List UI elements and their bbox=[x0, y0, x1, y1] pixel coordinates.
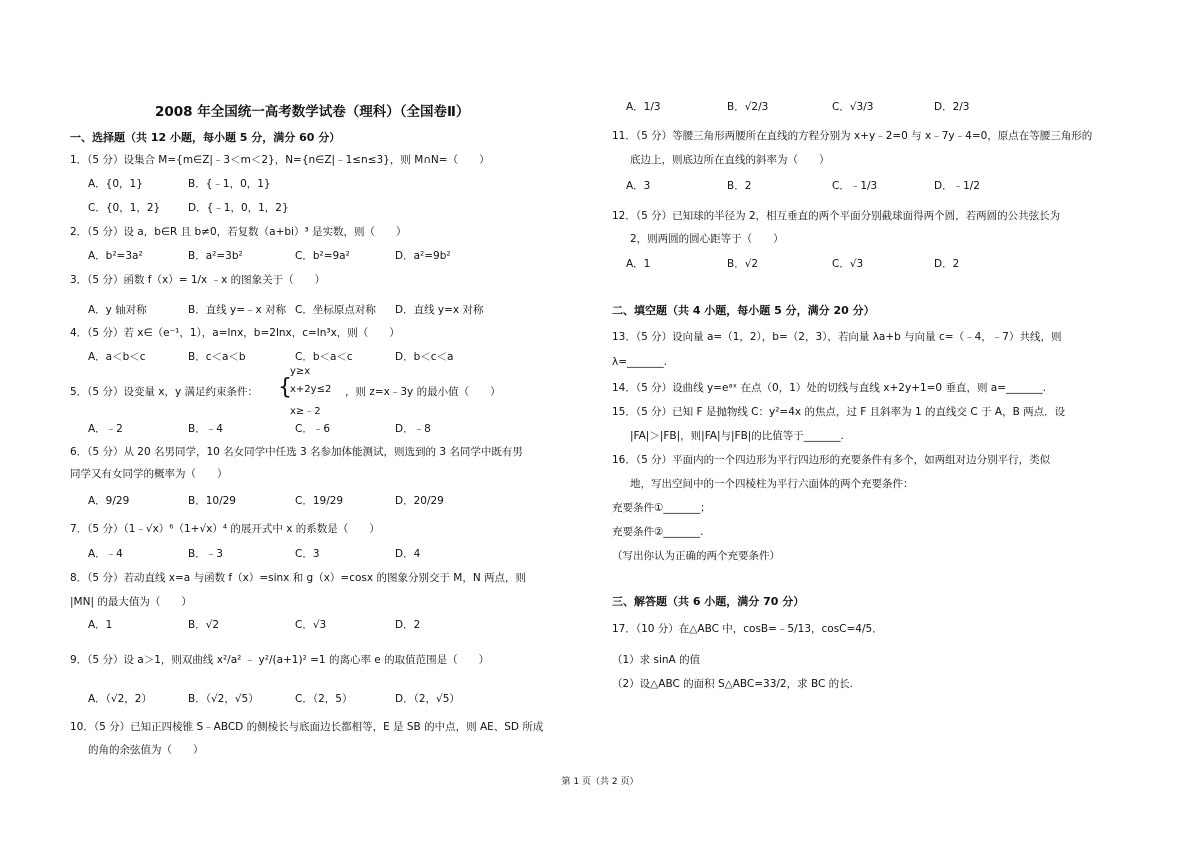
q8-option-d: D．2 bbox=[395, 619, 421, 631]
q15-stem-line1: 15．（5 分）已知 F 是抛物线 C：y²=4x 的焦点，过 F 且斜率为 1 的直线交 C 于 A，B 两点．设 bbox=[612, 406, 1066, 418]
q12-stem-line1: 12．（5 分）已知球的半径为 2，相互垂直的两个平面分别截球面得两个圆，若两圆的公共弦长为 bbox=[612, 210, 1061, 222]
q5-stem: 5．（5 分）设变量 x，y 满足约束条件： bbox=[70, 386, 259, 398]
q15-stem-line2: |FA|＞|FB|，则|FA|与|FB|的比值等于_______. bbox=[630, 430, 844, 442]
q11-stem-line2: 底边上，则底边所在直线的斜率为（ ） bbox=[630, 154, 830, 166]
q6-option-a: A．9/29 bbox=[88, 495, 130, 507]
q7-stem: 7．（5 分）（1﹣√x）⁶（1+√x）⁴ 的展开式中 x 的系数是（ ） bbox=[70, 523, 380, 535]
q12-option-d: D．2 bbox=[934, 258, 960, 270]
section-fill-heading: 二、填空题（共 4 小题，每小题 5 分，满分 20 分） bbox=[612, 304, 875, 317]
section-solve-heading: 三、解答题（共 6 小题，满分 70 分） bbox=[612, 595, 805, 608]
q3-stem: 3．（5 分）函数 f（x）= 1/x ﹣x 的图象关于（ ） bbox=[70, 274, 326, 286]
q3-option-d: D．直线 y=x 对称 bbox=[395, 304, 484, 316]
q7-option-a: A．﹣4 bbox=[88, 548, 123, 560]
q3-option-b: B．直线 y=﹣x 对称 bbox=[188, 304, 287, 316]
q6-stem-line1: 6．（5 分）从 20 名男同学，10 名女同学中任选 3 名参加体能测试，则选到的 3 名同学中既有男 bbox=[70, 446, 523, 458]
q2-option-a: A．b²=3a² bbox=[88, 250, 143, 262]
q5-condition-3: x≥﹣2 bbox=[290, 406, 321, 417]
q6-option-d: D．20/29 bbox=[395, 495, 444, 507]
q4-option-d: D．b＜c＜a bbox=[395, 351, 454, 363]
q12-option-b: B．√2 bbox=[727, 258, 759, 270]
q16-note: （写出你认为正确的两个充要条件） bbox=[612, 550, 780, 562]
q2-option-b: B．a²=3b² bbox=[188, 250, 243, 262]
q17-part-2: （2）设△ABC 的面积 S△ABC=33/2，求 BC 的长. bbox=[612, 678, 853, 690]
q13-stem-line1: 13．（5 分）设向量 a=（1，2），b=（2，3），若向量 λa+b 与向量 c=（﹣4，﹣7）共线，则 bbox=[612, 331, 1062, 343]
q7-option-b: B．﹣3 bbox=[188, 548, 223, 560]
q6-option-c: C．19/29 bbox=[295, 495, 344, 507]
section-choice-heading: 一、选择题（共 12 小题，每小题 5 分，满分 60 分） bbox=[70, 131, 341, 144]
q6-stem-line2: 同学又有女同学的概率为（ ） bbox=[70, 468, 228, 480]
q3-option-c: C．坐标原点对称 bbox=[295, 304, 376, 316]
q10-option-c: C．√3/3 bbox=[832, 101, 874, 113]
q5-option-b: B．﹣4 bbox=[188, 423, 223, 435]
q8-option-b: B．√2 bbox=[188, 619, 220, 631]
paper-title: 2008 年全国统一高考数学试卷（理科）（全国卷Ⅱ） bbox=[155, 104, 470, 120]
q10-stem-line2: 的角的余弦值为（ ） bbox=[88, 744, 204, 756]
q7-option-c: C．3 bbox=[295, 548, 320, 560]
q11-option-a: A．3 bbox=[626, 180, 651, 192]
q12-option-a: A．1 bbox=[626, 258, 651, 270]
q10-stem-line1: 10．（5 分）已知正四棱锥 S﹣ABCD 的侧棱长与底面边长都相等，E 是 SB 的中点，则 AE、SD 所成 bbox=[70, 721, 544, 733]
q12-option-c: C．√3 bbox=[832, 258, 864, 270]
q17-stem: 17．（10 分）在△ABC 中，cosB=﹣5/13，cosC=4/5． bbox=[612, 623, 883, 635]
q11-stem-line1: 11．（5 分）等腰三角形两腰所在直线的方程分别为 x+y﹣2=0 与 x﹣7y﹣4=0，原点在等腰三角形的 bbox=[612, 130, 1093, 142]
q5-option-a: A．﹣2 bbox=[88, 423, 123, 435]
q5-option-d: D．﹣8 bbox=[395, 423, 431, 435]
q1-option-a: A．{0，1} bbox=[88, 178, 143, 190]
q8-stem-line2: |MN| 的最大值为（ ） bbox=[70, 596, 192, 608]
q17-part-1: （1）求 sinA 的值 bbox=[612, 654, 701, 666]
q16-stem-line2: 地，写出空间中的一个四棱柱为平行六面体的两个充要条件： bbox=[630, 478, 914, 490]
q1-stem: 1．（5 分）设集合 M={m∈Z|﹣3＜m＜2}，N={n∈Z|﹣1≤n≤3}，则 M∩N=（ ） bbox=[70, 154, 490, 166]
q13-stem-line2: λ=_______. bbox=[612, 356, 668, 368]
q9-option-b: B．（√2，√5） bbox=[188, 693, 259, 705]
q1-option-c: C．{0，1，2} bbox=[88, 202, 161, 214]
q9-option-d: D．（2，√5） bbox=[395, 693, 460, 705]
q5-condition-1: y≥x bbox=[290, 366, 311, 377]
q11-option-b: B．2 bbox=[727, 180, 752, 192]
q7-option-d: D．4 bbox=[395, 548, 421, 560]
q8-stem-line1: 8．（5 分）若动直线 x=a 与函数 f（x）=sinx 和 g（x）=cosx 的图象分别交于 M，N 两点，则 bbox=[70, 572, 527, 584]
q16-stem-line1: 16．（5 分）平面内的一个四边形为平行四边形的充要条件有多个，如两组对边分别平行，类似 bbox=[612, 454, 1051, 466]
q9-stem: 9．（5 分）设 a＞1，则双曲线 x²/a² ﹣ y²/(a+1)² =1 的离心率 e 的取值范围是（ ） bbox=[70, 654, 490, 666]
q5-stem-tail: ，则 z=x﹣3y 的最小值（ ） bbox=[345, 386, 501, 398]
q1-option-b: B．{﹣1，0，1} bbox=[188, 178, 271, 190]
q5-condition-2: x+2y≤2 bbox=[290, 384, 332, 395]
q11-option-d: D．﹣1/2 bbox=[934, 180, 980, 192]
q8-option-c: C．√3 bbox=[295, 619, 327, 631]
q10-option-d: D．2/3 bbox=[934, 101, 970, 113]
q11-option-c: C．﹣1/3 bbox=[832, 180, 878, 192]
q1-option-d: D．{﹣1，0，1，2} bbox=[188, 202, 289, 214]
q4-option-b: B．c＜a＜b bbox=[188, 351, 246, 363]
q4-option-c: C．b＜a＜c bbox=[295, 351, 353, 363]
q2-option-d: D．a²=9b² bbox=[395, 250, 451, 262]
q2-option-c: C．b²=9a² bbox=[295, 250, 350, 262]
page-footer: 第 1 页（共 2 页） bbox=[561, 777, 639, 787]
q16-answer-1: 充要条件①_______； bbox=[612, 502, 711, 514]
q5-brace: { bbox=[278, 375, 292, 400]
q4-option-a: A．a＜b＜c bbox=[88, 351, 146, 363]
q10-option-a: A．1/3 bbox=[626, 101, 661, 113]
q16-answer-2: 充要条件②_______. bbox=[612, 526, 704, 538]
q5-option-c: C．﹣6 bbox=[295, 423, 331, 435]
q2-stem: 2．（5 分）设 a，b∈R 且 b≠0，若复数（a+bi）³ 是实数，则（ ） bbox=[70, 226, 407, 238]
q8-option-a: A．1 bbox=[88, 619, 113, 631]
q9-option-a: A．（√2，2） bbox=[88, 693, 152, 705]
q4-stem: 4．（5 分）若 x∈（e⁻¹，1），a=lnx，b=2lnx，c=ln³x，则（ ） bbox=[70, 327, 400, 339]
q6-option-b: B．10/29 bbox=[188, 495, 236, 507]
q14-stem: 14．（5 分）设曲线 y=eᵃˣ 在点（0，1）处的切线与直线 x+2y+1=0 垂直，则 a=_______. bbox=[612, 382, 1047, 394]
q3-option-a: A．y 轴对称 bbox=[88, 304, 147, 316]
q12-stem-line2: 2，则两圆的圆心距等于（ ） bbox=[630, 233, 784, 245]
q10-option-b: B．√2/3 bbox=[727, 101, 769, 113]
q9-option-c: C．（2，5） bbox=[295, 693, 353, 705]
